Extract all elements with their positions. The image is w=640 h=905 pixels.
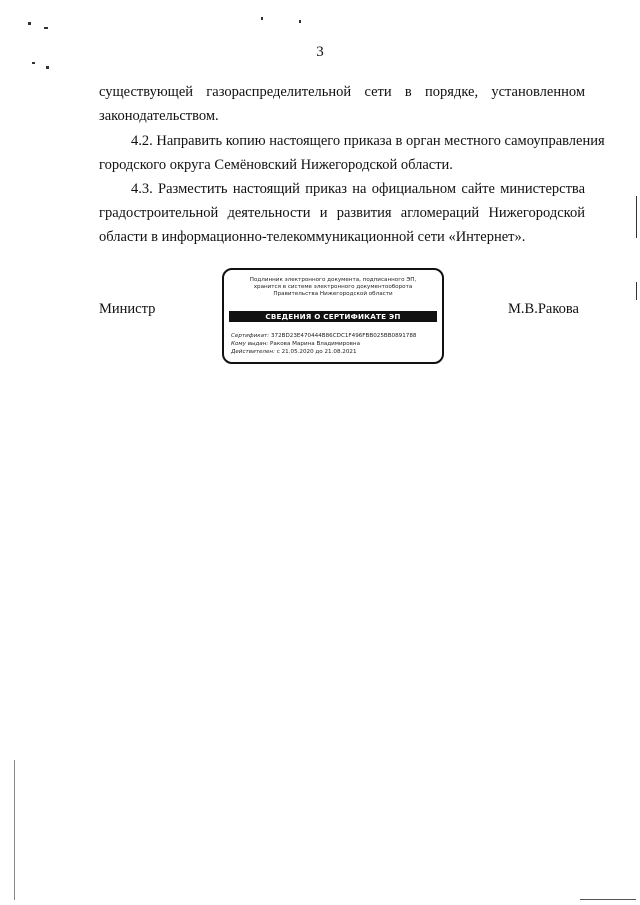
scan-edge-right-2	[636, 282, 637, 300]
paragraph-4-3-line-2: градостроительной деятельности и развития агломераций Нижегородской	[99, 205, 585, 221]
paragraph-4-2-line-2: городского округа Семёновский Нижегородской области.	[99, 157, 453, 173]
scan-edge-bottom	[580, 899, 636, 900]
body-line-1: существующей газораспределительной сети в порядке, установленном	[99, 84, 585, 100]
e-signature-stamp	[222, 268, 444, 364]
stamp-title: СВЕДЕНИЯ О СЕРТИФИКАТЕ ЭП	[229, 311, 437, 322]
stamp-certificate-row	[231, 333, 416, 339]
scan-edge-left	[14, 760, 15, 900]
stamp-header-line-2: хранится в системе электронного документооборота	[253, 284, 413, 291]
page-number: 3	[316, 44, 324, 60]
signatory-name: М.В.Ракова	[508, 301, 579, 317]
scan-mark-top-center	[261, 17, 263, 20]
certificate-value: 372BD23E470444B86CDC1F496FBB025BB0891788	[270, 333, 417, 339]
paragraph-4-3-line-3: области в информационно-телекоммуникационной сети «Интернет».	[99, 229, 526, 245]
stamp-header	[228, 277, 438, 299]
paragraph-4-2-line-1: 4.2. Направить копию настоящего приказа в орган местного самоуправления	[131, 133, 605, 149]
paragraph-4-3-line-1: 4.3. Разместить настоящий приказ на официальном сайте министерства	[131, 181, 585, 197]
scan-mark-top-left-2	[44, 27, 48, 29]
issued-to-value: Ракова Марина Владимировна	[270, 341, 361, 347]
stamp-header-line-3: Правительства Нижегородской области	[273, 291, 393, 298]
body-line-2: законодательством.	[99, 108, 219, 124]
scan-mark-top-left	[28, 22, 31, 25]
scan-mark-top-center-2	[299, 20, 301, 23]
stamp-valid-row	[231, 349, 357, 355]
stamp-header-line-1: Подлинник электронного документа, подписанного ЭП,	[249, 277, 417, 283]
scan-mark-top-left-3	[32, 62, 35, 64]
certificate-label: Сертификат:	[231, 333, 270, 339]
stamp-issued-to-row	[231, 341, 360, 347]
scan-edge-right-1	[636, 196, 637, 238]
issued-to-label: Кому выдан:	[231, 341, 269, 347]
valid-label: Действителен:	[231, 349, 275, 355]
signatory-position: Министр	[99, 301, 156, 317]
valid-value: с 21.05.2020 до 21.08.2021	[276, 349, 357, 355]
scan-mark-top-left-4	[46, 66, 49, 69]
